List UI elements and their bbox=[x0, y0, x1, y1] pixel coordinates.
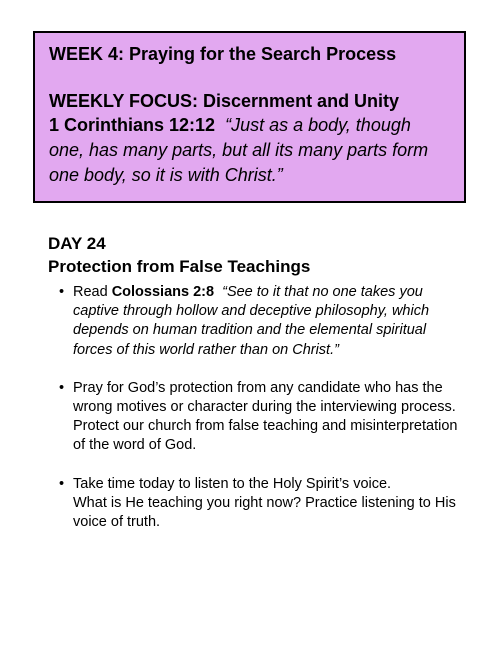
bullet-icon: • bbox=[59, 475, 65, 492]
list-item bbox=[48, 379, 468, 456]
listen-text-line2: What is He teaching you right now? Practice listening to His voice of truth. bbox=[73, 494, 456, 531]
day-title: Protection from False Teachings bbox=[48, 257, 311, 276]
verse-reference: 1 Corinthians 12:12 bbox=[49, 115, 216, 135]
weekly-focus-title: WEEKLY FOCUS: Discernment and Unity bbox=[49, 91, 400, 111]
prayer-text: Pray for God’s protection from any candidate who has the wrong motives or character during the interviewing process. Protect our church from false teaching and misinterpretation of the word of God. bbox=[73, 379, 458, 454]
day-section bbox=[48, 233, 468, 551]
listen-text-line1: Take time today to listen to the Holy Spirit’s voice. bbox=[73, 475, 392, 492]
list-item bbox=[48, 283, 468, 360]
read-prefix: Read bbox=[73, 284, 112, 300]
verse-block bbox=[49, 113, 450, 188]
verse-text: “Just as a body, though one, has many parts, but all its many parts form one body, so it is with Christ.” bbox=[49, 115, 429, 185]
bullet-icon: • bbox=[59, 284, 65, 300]
devotional-list bbox=[48, 283, 468, 532]
bullet-icon: • bbox=[59, 379, 65, 396]
scripture-quote: “See to it that no one takes you captive through hollow and deceptive philosophy, which depends on human tradition and the elemental spiritual forces of this world rather than on Christ.” bbox=[73, 284, 430, 358]
weekly-focus-box bbox=[33, 31, 466, 203]
list-item bbox=[48, 475, 468, 533]
day-label: DAY 24 bbox=[48, 234, 106, 253]
scripture-reference: Colossians 2:8 bbox=[111, 284, 215, 300]
week-title: WEEK 4: Praying for the Search Process bbox=[49, 44, 397, 64]
